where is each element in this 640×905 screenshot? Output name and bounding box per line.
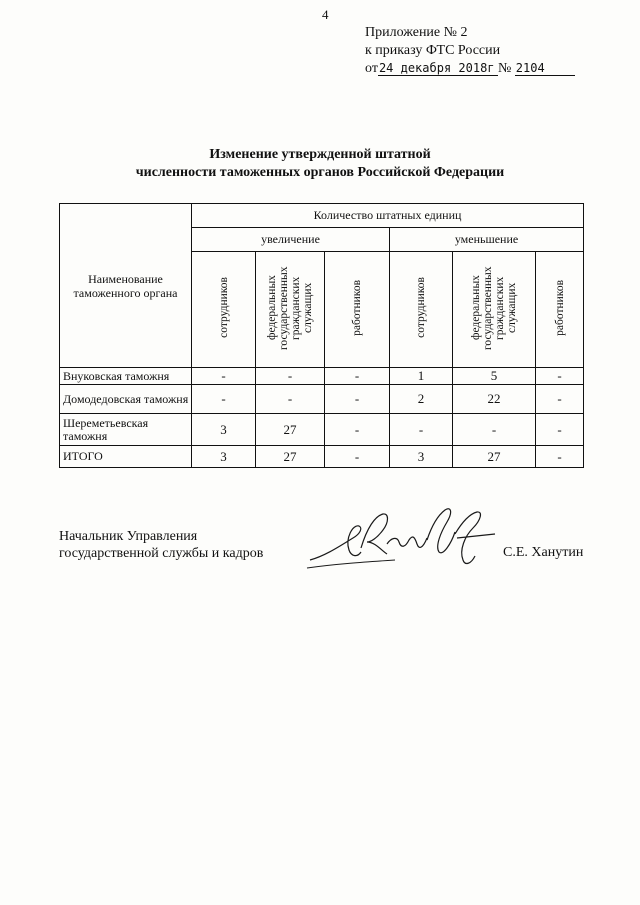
cell: 27 bbox=[453, 446, 536, 468]
cell: 27 bbox=[256, 414, 325, 446]
page-number: 4 bbox=[322, 7, 329, 22]
signature-position bbox=[59, 528, 263, 562]
table-row bbox=[60, 368, 584, 385]
cell: - bbox=[192, 385, 256, 414]
sub-header-employees-decrease: сотрудников bbox=[390, 252, 453, 368]
cell: - bbox=[325, 414, 390, 446]
number-label: № bbox=[497, 61, 512, 76]
cell: - bbox=[453, 414, 536, 446]
position-line-2: государственной службы и кадров bbox=[59, 546, 264, 561]
cell: 27 bbox=[256, 446, 325, 468]
cell: - bbox=[325, 385, 390, 414]
col-header-name: Наименование таможенного органа bbox=[60, 204, 192, 368]
row-name: Шереметьевская таможня bbox=[60, 414, 192, 446]
sub-header-civil-servants-decrease: федеральных государственных гражданских служащих bbox=[453, 252, 536, 368]
cell: - bbox=[325, 368, 390, 385]
cell: 2 bbox=[390, 385, 453, 414]
table-row-total bbox=[60, 446, 584, 468]
title-line-1: Изменение утвержденной штатной bbox=[209, 147, 431, 162]
cell: - bbox=[536, 368, 584, 385]
appendix-date-line bbox=[365, 60, 575, 78]
sub-header-workers-increase: работников bbox=[325, 252, 390, 368]
cell: 3 bbox=[192, 414, 256, 446]
cell: - bbox=[256, 385, 325, 414]
table-row bbox=[60, 385, 584, 414]
decrease-header: уменьшение bbox=[390, 228, 584, 252]
cell: - bbox=[256, 368, 325, 385]
appendix-title: Приложение № 2 bbox=[365, 25, 468, 40]
table-row bbox=[60, 414, 584, 446]
row-name: Внуковская таможня bbox=[60, 368, 192, 385]
document-title bbox=[0, 146, 640, 182]
signer-name: С.Е. Ханутин bbox=[503, 545, 584, 560]
cell: - bbox=[192, 368, 256, 385]
cell: - bbox=[536, 446, 584, 468]
title-line-2: численности таможенных органов Российской Федерации bbox=[135, 165, 505, 180]
order-date: 24 декабря 2018г bbox=[378, 61, 498, 76]
position-line-1: Начальник Управления bbox=[59, 529, 198, 544]
cell: - bbox=[325, 446, 390, 468]
cell: 5 bbox=[453, 368, 536, 385]
sub-header-workers-decrease: работников bbox=[536, 252, 584, 368]
order-number: 2104 bbox=[515, 61, 575, 76]
appendix-header bbox=[365, 24, 575, 78]
cell: - bbox=[390, 414, 453, 446]
group-header: Количество штатных единиц bbox=[192, 204, 584, 228]
sub-header-employees-increase: сотрудников bbox=[192, 252, 256, 368]
cell: 3 bbox=[390, 446, 453, 468]
staff-changes-table bbox=[59, 203, 584, 468]
row-name: Домодедовская таможня bbox=[60, 385, 192, 414]
row-name: ИТОГО bbox=[60, 446, 192, 468]
from-prefix: от bbox=[365, 61, 378, 76]
sub-header-civil-servants-increase: федеральных государственных гражданских служащих bbox=[256, 252, 325, 368]
appendix-order-ref: к приказу ФТС России bbox=[365, 43, 501, 58]
cell: 22 bbox=[453, 385, 536, 414]
cell: - bbox=[536, 414, 584, 446]
cell: 3 bbox=[192, 446, 256, 468]
increase-header: увеличение bbox=[192, 228, 390, 252]
cell: - bbox=[536, 385, 584, 414]
cell: 1 bbox=[390, 368, 453, 385]
handwritten-signature bbox=[305, 498, 505, 578]
